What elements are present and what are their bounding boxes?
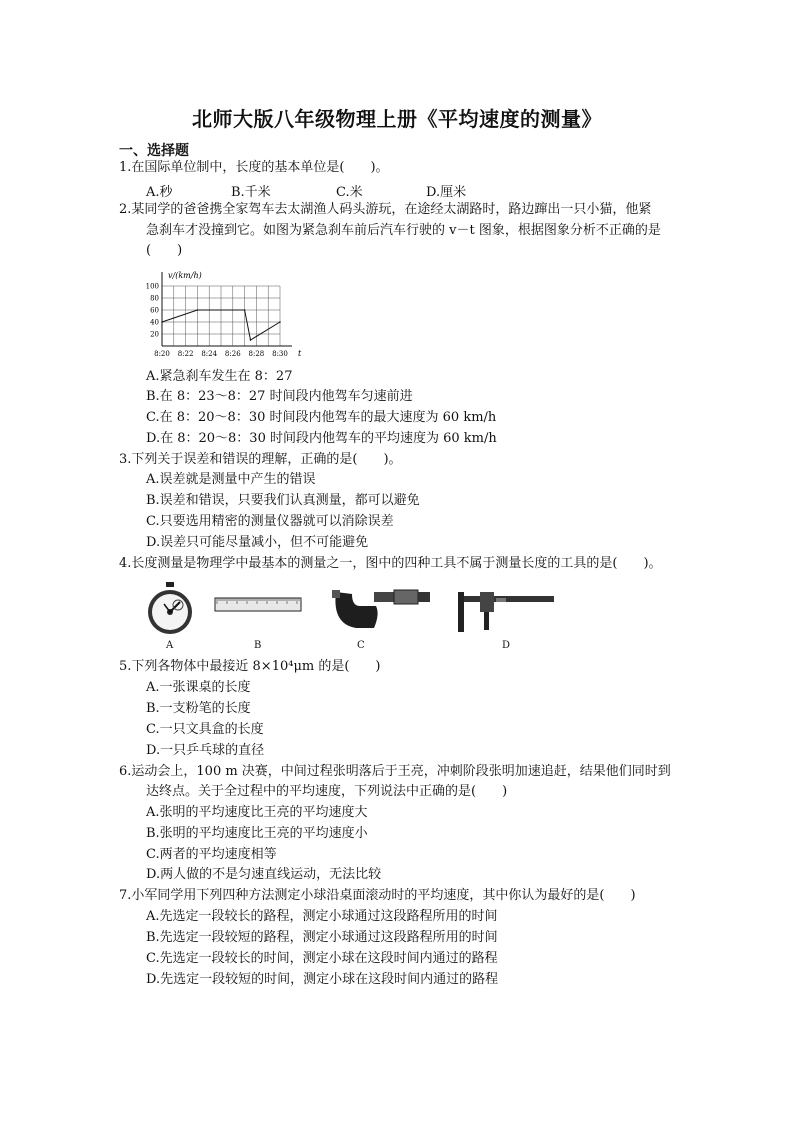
question-2-stem-line-2: 急刹车才没撞到它。如图为紧急刹车前后汽车行驶的 v－t 图象，根据图象分析不正确的是 — [146, 223, 661, 238]
question-6-option-b: B.张明的平均速度比王亮的平均速度小 — [146, 826, 368, 841]
question-7-option-d: D.先选定一段较短的时间，测定小球在这段时间内通过的路程 — [146, 972, 499, 987]
question-3-stem: 3.下列关于误差和错误的理解，正确的是( )。 — [119, 452, 402, 467]
y-tick-label: 60 — [150, 306, 159, 315]
vernier-caliper-icon — [452, 586, 556, 638]
question-7-option-a: A.先选定一段较长的路程，测定小球通过这段路程所用的时间 — [146, 909, 498, 924]
section-heading: 一、选择题 — [119, 143, 189, 159]
y-tick-label: 40 — [150, 318, 159, 327]
question-7-option-c: C.先选定一段较长的时间，测定小球在这段时间内通过的路程 — [146, 951, 498, 966]
question-2-stem-line-1: 2.某同学的爸爸携全家驾车去太湖渔人码头游玩，在途经太湖路时，路边蹿出一只小猫，他紧 — [119, 202, 652, 217]
question-3-option-d: D.误差只可能尽量减小，但不可能避免 — [146, 535, 369, 550]
x-tick-label: 8:22 — [177, 350, 194, 358]
ruler-icon — [214, 596, 302, 614]
x-tick-label: 8:20 — [154, 350, 170, 358]
question-1-option-b: B.千米 — [231, 185, 271, 200]
question-3-option-a: A.误差就是测量中产生的错误 — [146, 472, 316, 487]
question-2-option-a: A.紧急刹车发生在 8：27 — [146, 369, 293, 384]
question-5-option-a: A.一张课桌的长度 — [146, 680, 251, 695]
question-6-stem-line-2: 达终点。关于全过程中的平均速度，下列说法中正确的是( ) — [146, 784, 508, 799]
tool-label-a: A — [166, 640, 174, 651]
velocity-time-chart — [136, 264, 306, 364]
question-5-option-b: B.一支粉笔的长度 — [146, 701, 251, 716]
question-1-option-d: D.厘米 — [426, 185, 467, 200]
tool-label-b: B — [254, 640, 262, 651]
question-1-option-a: A.秒 — [146, 185, 173, 200]
question-6-option-d: D.两人做的不是匀速直线运动，无法比较 — [146, 867, 382, 882]
chart-y-axis-label: v/(km/h) — [168, 271, 202, 280]
question-7-stem: 7.小军同学用下列四种方法测定小球沿桌面滚动时的平均速度，其中你认为最好的是( ) — [119, 888, 636, 903]
tool-label-c: C — [357, 640, 365, 651]
question-2-option-c: C.在 8：20～8：30 时间段内他驾车的最大速度为 60 km/h — [146, 410, 497, 425]
question-5-option-d: D.一只乒乓球的直径 — [146, 743, 265, 758]
series-point — [250, 339, 252, 341]
series-point — [161, 321, 163, 323]
chart-x-axis-label: t — [298, 349, 302, 358]
question-3-option-c: C.只要选用精密的测量仪器就可以消除误差 — [146, 514, 394, 529]
chart-axes — [162, 272, 292, 346]
question-6-option-c: C.两者的平均速度相等 — [146, 847, 277, 862]
x-tick-label: 8:24 — [201, 350, 218, 358]
question-1-stem: 1.在国际单位制中，长度的基本单位是( )。 — [119, 160, 389, 175]
series-point — [197, 309, 199, 311]
question-1-option-c: C.米 — [336, 185, 363, 200]
question-2-option-b: B.在 8：23～8：27 时间段内他驾车匀速前进 — [146, 389, 413, 404]
stopwatch-icon — [144, 580, 196, 638]
question-2-stem-line-3: ( ) — [146, 243, 183, 258]
question-3-option-b: B.误差和错误，只要我们认真测量，都可以避免 — [146, 493, 420, 508]
question-2-option-d: D.在 8：20～8：30 时间段内他驾车的平均速度为 60 km/h — [146, 431, 497, 446]
x-tick-label: 8:26 — [224, 350, 241, 358]
x-tick-label: 8:30 — [272, 350, 288, 358]
series-point — [244, 309, 246, 311]
question-6-stem-line-1: 6.运动会上，100 m 决赛，中间过程张明落后于王亮，冲刺阶段张明加速追赶，结果他们同时到 — [119, 764, 671, 779]
series-point — [279, 321, 281, 323]
question-7-option-b: B.先选定一段较短的路程，测定小球通过这段路程所用的时间 — [146, 930, 498, 945]
y-tick-label: 80 — [150, 294, 159, 303]
question-5-stem: 5.下列各物体中最接近 8×10⁴μm 的是( ) — [119, 659, 381, 674]
question-5-option-c: C.一只文具盒的长度 — [146, 722, 264, 737]
page-title: 北师大版八年级物理上册《平均速度的测量》 — [192, 107, 602, 131]
micrometer-icon — [330, 584, 434, 636]
y-tick-label: 100 — [145, 282, 159, 291]
question-4-stem: 4.长度测量是物理学中最基本的测量之一，图中的四种工具不属于测量长度的工具的是( )。 — [119, 556, 662, 571]
question-6-option-a: A.张明的平均速度比王亮的平均速度大 — [146, 805, 368, 820]
y-tick-label: 20 — [150, 330, 159, 339]
tool-label-d: D — [502, 640, 511, 651]
x-tick-label: 8:28 — [248, 350, 265, 358]
